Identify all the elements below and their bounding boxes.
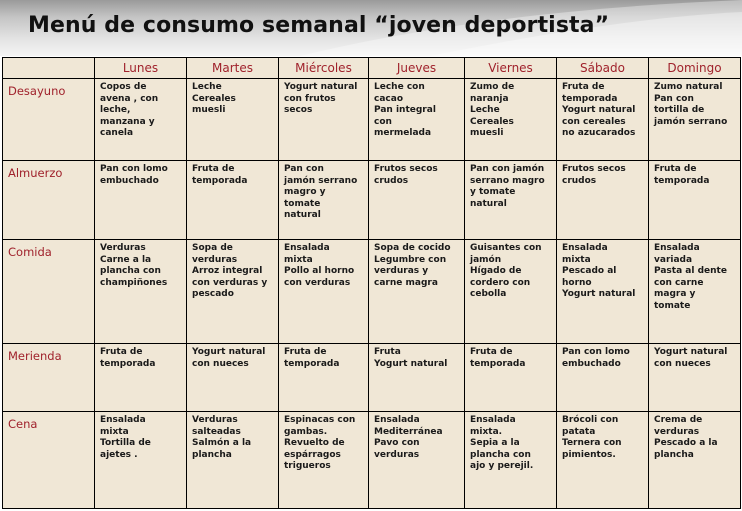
day-header: Jueves bbox=[369, 58, 465, 79]
menu-item-line: natural bbox=[470, 198, 507, 209]
menu-item-line: Crema de bbox=[654, 415, 703, 425]
menu-cell bbox=[187, 79, 279, 161]
menu-item-line: Frutos secos bbox=[562, 164, 626, 174]
menu-item-line: plancha bbox=[654, 449, 694, 460]
menu-item-line: verduras y bbox=[374, 266, 429, 276]
meal-label: Cena bbox=[3, 412, 95, 509]
menu-item-line: variada bbox=[654, 254, 693, 265]
menu-item-line: Pescado a la bbox=[654, 438, 718, 448]
menu-item-line: temporada bbox=[192, 175, 248, 186]
menu-item-line: mixta. bbox=[470, 426, 503, 437]
menu-item-line: Pan integral bbox=[374, 105, 436, 115]
day-header: Domingo bbox=[649, 58, 741, 79]
menu-item-line: Frutos secos bbox=[374, 164, 438, 174]
menu-item-line: temporada bbox=[284, 358, 340, 369]
menu-item-line: con carne bbox=[654, 277, 704, 288]
menu-item-line: Ensalada bbox=[100, 415, 146, 425]
menu-item-line: Sopa de bbox=[192, 243, 233, 253]
menu-item-line: Pan con jamón bbox=[470, 164, 545, 174]
menu-item-line: Yogurt natural bbox=[284, 82, 358, 92]
menu-item-line: Ensalada bbox=[470, 415, 516, 425]
menu-cell bbox=[279, 161, 369, 240]
menu-item-line: Ensalada bbox=[654, 243, 700, 253]
menu-cell bbox=[465, 344, 557, 412]
menu-item-line: Fruta de bbox=[562, 82, 605, 92]
menu-cell bbox=[187, 344, 279, 412]
menu-item-line: ajetes . bbox=[100, 449, 138, 460]
menu-item-line: temporada bbox=[100, 358, 156, 369]
menu-cell bbox=[279, 79, 369, 161]
menu-item-line: temporada bbox=[470, 358, 526, 369]
menu-cell bbox=[279, 344, 369, 412]
menu-item-line: tomate bbox=[284, 198, 321, 209]
menu-cell bbox=[187, 161, 279, 240]
menu-cell bbox=[369, 79, 465, 161]
menu-cell bbox=[95, 79, 187, 161]
menu-item-line: con bbox=[374, 116, 392, 127]
menu-item-line: gambas. bbox=[284, 426, 328, 437]
menu-item-line: mixta bbox=[100, 426, 129, 437]
menu-item-line: plancha con bbox=[470, 449, 531, 460]
menu-item-line: Pavo con bbox=[374, 438, 420, 448]
menu-cell bbox=[557, 240, 649, 344]
menu-item-line: embuchado bbox=[562, 358, 621, 369]
menu-item-line: Yogurt natural bbox=[654, 347, 728, 357]
menu-item-line: plancha bbox=[192, 449, 232, 460]
menu-item-line: leche, bbox=[100, 105, 131, 115]
menu-cell bbox=[465, 412, 557, 509]
menu-item-line: Pollo al horno bbox=[284, 266, 355, 276]
menu-cell bbox=[557, 344, 649, 412]
menu-item-line: cacao bbox=[374, 93, 403, 104]
menu-item-line: Tortilla de bbox=[100, 438, 151, 448]
menu-cell bbox=[649, 161, 741, 240]
menu-item-line: Sopa de cocido bbox=[374, 243, 451, 253]
menu-item-line: ajo y perejil. bbox=[470, 461, 534, 471]
menu-item-line: Espinacas con bbox=[284, 415, 356, 425]
menu-item-line: Pan con lomo bbox=[562, 347, 630, 357]
menu-item-line: trigueros bbox=[284, 461, 331, 471]
menu-item-line: Arroz integral bbox=[192, 266, 263, 276]
menu-item-line: y tomate bbox=[470, 187, 516, 197]
menu-item-line: tortilla de bbox=[654, 105, 705, 115]
menu-item-line: crudos bbox=[562, 175, 597, 186]
menu-item-line: Pan con bbox=[284, 164, 324, 174]
menu-cell bbox=[649, 344, 741, 412]
menu-item-line: Cereales bbox=[470, 116, 514, 127]
menu-item-line: Leche bbox=[192, 82, 222, 92]
menu-item-line: verduras bbox=[654, 426, 700, 437]
meal-label: Comida bbox=[3, 240, 95, 344]
menu-item-line: avena , con bbox=[100, 93, 159, 104]
menu-item-line: secos bbox=[284, 105, 313, 115]
menu-item-line: no azucarados bbox=[562, 128, 636, 138]
menu-item-line: Verduras bbox=[100, 243, 146, 253]
menu-item-line: Leche con bbox=[374, 82, 425, 92]
header-row bbox=[3, 58, 741, 79]
menu-item-line: Ensalada bbox=[562, 243, 608, 253]
menu-item-line: embuchado bbox=[100, 175, 159, 186]
menu-item-line: Pan con lomo bbox=[100, 164, 168, 174]
menu-item-line: muesli bbox=[192, 105, 226, 115]
menu-item-line: naranja bbox=[470, 93, 509, 104]
menu-cell bbox=[95, 240, 187, 344]
menu-item-line: Ensalada bbox=[284, 243, 330, 253]
meal-row bbox=[3, 344, 741, 412]
menu-cell bbox=[187, 412, 279, 509]
menu-cell bbox=[557, 161, 649, 240]
meal-label: Almuerzo bbox=[3, 161, 95, 240]
menu-item-line: Cereales bbox=[192, 93, 236, 104]
menu-item-line: crudos bbox=[374, 175, 409, 186]
menu-item-line: espárragos bbox=[284, 449, 341, 460]
menu-item-line: cordero con bbox=[470, 277, 531, 288]
menu-cell bbox=[279, 412, 369, 509]
menu-cell bbox=[649, 79, 741, 161]
menu-item-line: Pan con bbox=[654, 93, 694, 104]
day-header: Miércoles bbox=[279, 58, 369, 79]
menu-cell bbox=[369, 161, 465, 240]
menu-item-line: patata bbox=[562, 426, 596, 437]
menu-item-line: Mediterránea bbox=[374, 426, 443, 437]
menu-item-line: con frutos bbox=[284, 93, 336, 104]
menu-item-line: Pescado al bbox=[562, 266, 617, 276]
menu-cell bbox=[465, 161, 557, 240]
menu-item-line: Hígado de bbox=[470, 266, 522, 276]
menu-item-line: jamón serrano bbox=[654, 116, 728, 127]
title-banner bbox=[0, 0, 742, 56]
meal-row bbox=[3, 240, 741, 344]
menu-item-line: Pasta al dente bbox=[654, 266, 727, 276]
menu-item-line: horno bbox=[562, 277, 592, 288]
menu-item-line: jamón bbox=[470, 254, 502, 265]
weekly-menu-table bbox=[2, 57, 741, 509]
meal-row bbox=[3, 161, 741, 240]
menu-item-line: Yogurt natural bbox=[374, 358, 448, 369]
menu-body bbox=[3, 79, 741, 509]
menu-item-line: verduras bbox=[374, 449, 420, 460]
menu-item-line: plancha con bbox=[100, 266, 161, 276]
day-header: Martes bbox=[187, 58, 279, 79]
menu-item-line: Ensalada bbox=[374, 415, 420, 425]
menu-item-line: con verduras y bbox=[192, 277, 268, 288]
menu-item-line: pimientos. bbox=[562, 449, 616, 460]
menu-cell bbox=[279, 240, 369, 344]
menu-item-line: Verduras bbox=[192, 415, 238, 425]
menu-item-line: con nueces bbox=[192, 358, 249, 369]
menu-cell bbox=[95, 344, 187, 412]
menu-item-line: Fruta de bbox=[654, 164, 697, 174]
menu-cell bbox=[557, 412, 649, 509]
meal-label: Merienda bbox=[3, 344, 95, 412]
menu-item-line: magro y bbox=[284, 187, 326, 197]
menu-cell bbox=[95, 161, 187, 240]
menu-item-line: con cereales bbox=[562, 116, 626, 127]
menu-cell bbox=[465, 79, 557, 161]
menu-item-line: Zumo de bbox=[470, 82, 515, 92]
meal-row bbox=[3, 79, 741, 161]
day-header: Sábado bbox=[557, 58, 649, 79]
menu-cell bbox=[649, 412, 741, 509]
menu-item-line: con nueces bbox=[654, 358, 711, 369]
menu-item-line: Salmón a la bbox=[192, 438, 252, 448]
menu-item-line: Fruta de bbox=[192, 164, 235, 174]
meal-label: Desayuno bbox=[3, 79, 95, 161]
menu-cell bbox=[465, 240, 557, 344]
menu-item-line: Fruta de bbox=[100, 347, 143, 357]
day-header: Lunes bbox=[95, 58, 187, 79]
menu-item-line: natural bbox=[284, 210, 321, 220]
menu-item-line: carne magra bbox=[374, 277, 438, 288]
menu-item-line: Sepia a la bbox=[470, 438, 520, 448]
menu-item-line: Fruta bbox=[374, 347, 401, 357]
menu-item-line: serrano magro bbox=[470, 175, 545, 186]
menu-item-line: Yogurt natural bbox=[192, 347, 266, 357]
menu-item-line: Revuelto de bbox=[284, 438, 345, 448]
header-corner bbox=[3, 58, 95, 79]
menu-item-line: Brócoli con bbox=[562, 415, 619, 425]
menu-item-line: tomate bbox=[654, 300, 691, 311]
menu-item-line: mixta bbox=[562, 254, 591, 265]
menu-item-line: jamón serrano bbox=[284, 175, 358, 186]
menu-item-line: champiñones bbox=[100, 277, 168, 288]
menu-item-line: cebolla bbox=[470, 289, 507, 299]
page-title: Menú de consumo semanal “joven deportista” bbox=[28, 13, 610, 38]
menu-item-line: pescado bbox=[192, 289, 234, 299]
menu-item-line: verduras bbox=[192, 254, 238, 265]
menu-cell bbox=[369, 240, 465, 344]
menu-item-line: Copos de bbox=[100, 82, 147, 92]
menu-item-line: Legumbre con bbox=[374, 254, 447, 265]
meal-row bbox=[3, 412, 741, 509]
menu-item-line: magra y bbox=[654, 289, 696, 299]
menu-item-line: Yogurt natural bbox=[562, 289, 636, 299]
menu-item-line: Fruta de bbox=[284, 347, 327, 357]
menu-item-line: Zumo natural bbox=[654, 82, 723, 92]
menu-item-line: mixta bbox=[284, 254, 313, 265]
menu-item-line: Carne a la bbox=[100, 254, 152, 265]
menu-cell bbox=[369, 344, 465, 412]
menu-item-line: temporada bbox=[562, 93, 618, 104]
menu-item-line: mermelada bbox=[374, 128, 432, 138]
menu-item-line: temporada bbox=[654, 175, 710, 186]
menu-cell bbox=[369, 412, 465, 509]
menu-cell bbox=[649, 240, 741, 344]
menu-item-line: con verduras bbox=[284, 277, 351, 288]
menu-item-line: Leche bbox=[470, 105, 500, 115]
day-header: Viernes bbox=[465, 58, 557, 79]
menu-cell bbox=[557, 79, 649, 161]
menu-item-line: Fruta de bbox=[470, 347, 513, 357]
menu-item-line: canela bbox=[100, 128, 134, 138]
menu-cell bbox=[187, 240, 279, 344]
menu-item-line: muesli bbox=[470, 128, 504, 138]
menu-item-line: Guisantes con bbox=[470, 243, 542, 253]
menu-cell bbox=[95, 412, 187, 509]
menu-item-line: salteadas bbox=[192, 426, 241, 437]
menu-item-line: Yogurt natural bbox=[562, 105, 636, 115]
menu-item-line: Ternera con bbox=[562, 438, 622, 448]
menu-item-line: manzana y bbox=[100, 116, 155, 127]
